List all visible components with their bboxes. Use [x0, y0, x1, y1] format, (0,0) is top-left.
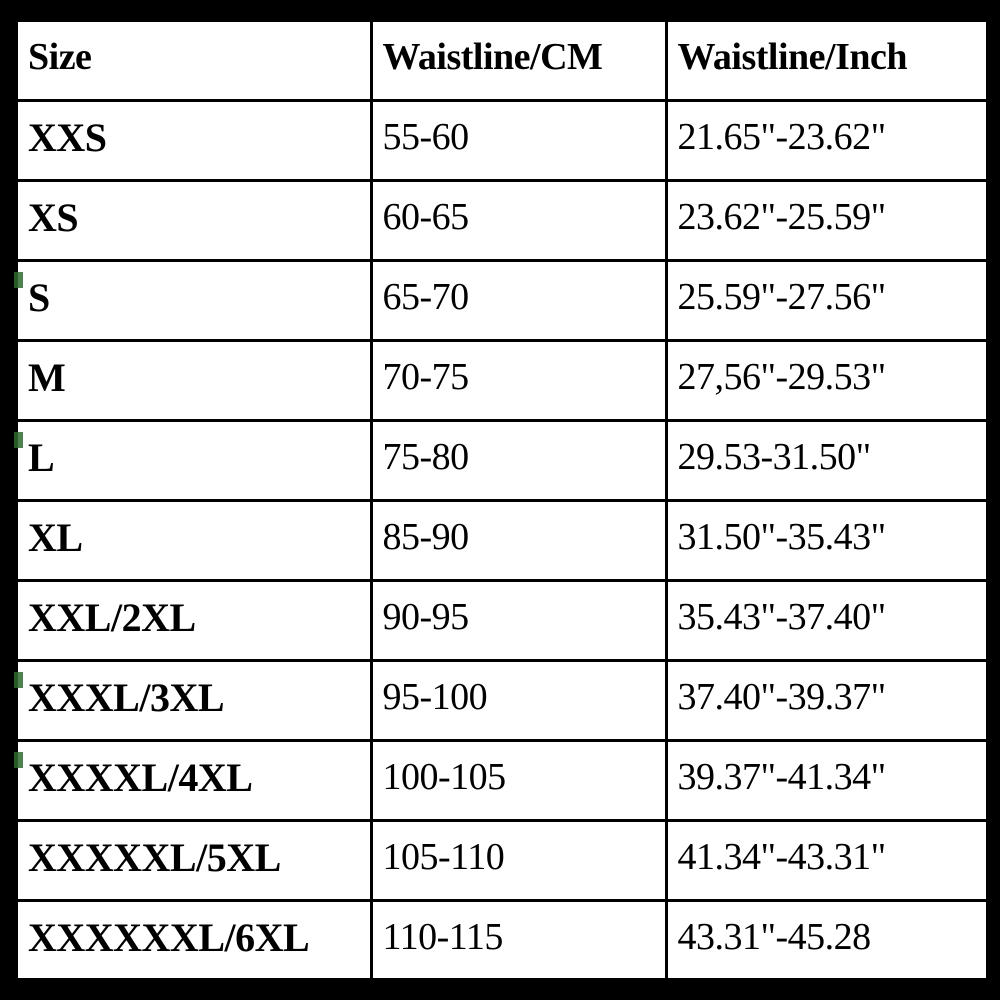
- table-row: [16, 180, 986, 260]
- cell-size: XL: [16, 500, 371, 580]
- column-header-waistline-inch: Waistline/Inch: [666, 20, 986, 100]
- cell-waistline-inch: 39.37"-41.34": [666, 740, 986, 820]
- cell-size: XXXXXL/5XL: [16, 820, 371, 900]
- cell-waistline-cm: 55-60: [371, 100, 666, 180]
- table-row: [16, 500, 986, 580]
- cell-size: S: [16, 260, 371, 340]
- table-row: [16, 660, 986, 740]
- cell-waistline-inch: 21.65"-23.62": [666, 100, 986, 180]
- size-chart-table-container: [14, 18, 986, 982]
- table-row: [16, 260, 986, 340]
- table-row: [16, 340, 986, 420]
- cell-waistline-inch: 23.62"-25.59": [666, 180, 986, 260]
- cell-size: XS: [16, 180, 371, 260]
- table-row: [16, 900, 986, 980]
- cell-waistline-cm: 85-90: [371, 500, 666, 580]
- cell-size: M: [16, 340, 371, 420]
- cell-waistline-cm: 65-70: [371, 260, 666, 340]
- table-row: [16, 580, 986, 660]
- cell-waistline-cm: 100-105: [371, 740, 666, 820]
- cell-size: L: [16, 420, 371, 500]
- table-row: [16, 420, 986, 500]
- cell-waistline-cm: 105-110: [371, 820, 666, 900]
- cell-waistline-inch: 31.50"-35.43": [666, 500, 986, 580]
- cell-waistline-inch: 37.40"-39.37": [666, 660, 986, 740]
- cell-size: XXXXXXL/6XL: [16, 900, 371, 980]
- table-row: [16, 740, 986, 820]
- cell-size: XXL/2XL: [16, 580, 371, 660]
- table-header: [16, 20, 986, 100]
- table-header-row: [16, 20, 986, 100]
- cell-size: XXXL/3XL: [16, 660, 371, 740]
- cell-size: XXXXL/4XL: [16, 740, 371, 820]
- cell-waistline-inch: 35.43"-37.40": [666, 580, 986, 660]
- cell-waistline-inch: 27,56"-29.53": [666, 340, 986, 420]
- cell-waistline-cm: 60-65: [371, 180, 666, 260]
- cell-waistline-cm: 95-100: [371, 660, 666, 740]
- cell-waistline-inch: 25.59"-27.56": [666, 260, 986, 340]
- cell-waistline-inch: 29.53-31.50": [666, 420, 986, 500]
- cell-waistline-cm: 75-80: [371, 420, 666, 500]
- cell-waistline-cm: 70-75: [371, 340, 666, 420]
- cell-waistline-cm: 110-115: [371, 900, 666, 980]
- table-row: [16, 820, 986, 900]
- cell-waistline-cm: 90-95: [371, 580, 666, 660]
- cell-waistline-inch: 43.31"-45.28: [666, 900, 986, 980]
- column-header-size: Size: [16, 20, 371, 100]
- table-row: [16, 100, 986, 180]
- column-header-waistline-cm: Waistline/CM: [371, 20, 666, 100]
- table-body: [16, 100, 986, 980]
- cell-size: XXS: [16, 100, 371, 180]
- size-chart-table: [14, 18, 986, 982]
- cell-waistline-inch: 41.34"-43.31": [666, 820, 986, 900]
